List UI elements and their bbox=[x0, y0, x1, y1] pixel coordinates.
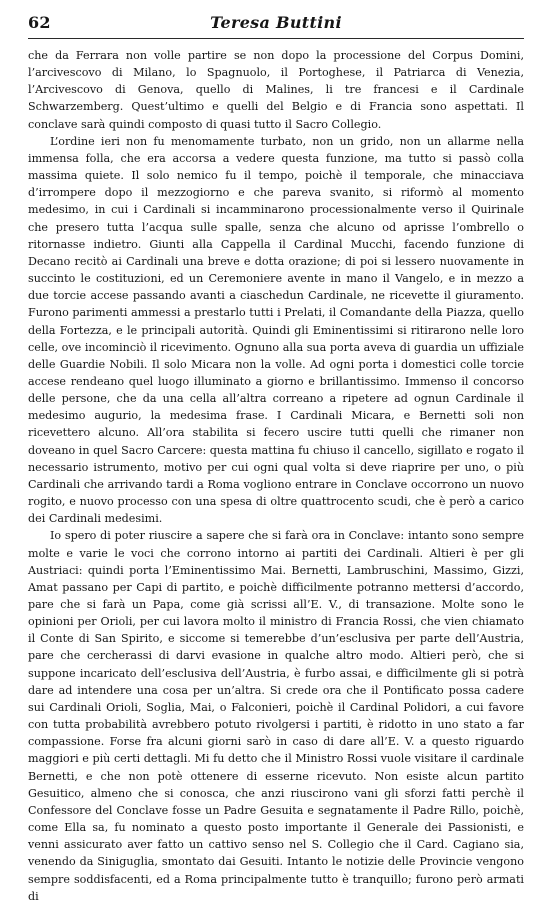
paragraph-conclave-ceremony: L’ordine ieri non fu menomamente turbato, non un grido, non un allarme nella immensa folla, che era accorsa a vedere questa funzione, ma tutto si passò colla massima quiete. Il solo nemico fu il tempo, poichè il temporale, che minacciava d’irrompere dopo il mezzogiorno e che pareva svanito, si riformò al momento medesimo, in cui i Cardinali si incamminarono processionalmente verso il Quirinale che presero tutta l’acqua sulle spalle, senza che alcuno od aprisse l’ombrello o ritornasse indietro. Giunti alla Cappella il Cardinal Mucchi, facendo funzione di Decano recitò ai Cardinali una breve e dotta orazione; di poi si lessero nuovamente in succinto le costituzioni, ed un Ceremoniere avente in mano il Vangelo, e in mezzo a due torcie accese passando avanti a ciaschedun Cardinale, ne ricevette il giuramento. Furono parimenti ammessi a prestarlo tutti i Prelati, il Comandante della Piazza, quello della Fortezza, e le principali autorità. Quindi gli Eminentissimi si ritirarono nelle loro celle, ove incominciò il ricevimento. Ognuno alla sua porta aveva di guardia un uffiziale delle Guardie Nobili. Il solo Micara non la volle. Ad ogni porta i domestici colle torcie accese rendeano quel luogo illuminato a giorno e brillantissimo. Immenso il concorso delle persone, che da una cella all’altra correano a ripetere ad ognun Cardinale il medesimo augurio, la medesima frase. I Cardinali Micara, e Bernetti soli non ricevettero alcuno. All’ora stabilita si fecero uscire tutti quelli che rimaner non doveano in quel Sacro Carcere: questa mattina fu chiuso il cancello, sigillato e rogato il necessario istrumento, motivo per cui ogni qual volta si deve riaprire per uno, o più Cardinali che arrivando tardi a Roma vogliono entrare in Conclave occorrono un nuovo rogito, e nuovo processo con una spesa di oltre quattrocento scudi, che è però a carico dei Cardinali medesimi. bbox=[28, 134, 524, 526]
page-header bbox=[28, 13, 524, 41]
page-number: 62 bbox=[28, 13, 51, 32]
main-text bbox=[28, 47, 524, 905]
header-rule bbox=[28, 38, 524, 39]
paragraph-cardinal-factions: Io spero di poter riuscire a sapere che si farà ora in Conclave: intanto sono sempre molte e varie le voci che corrono intorno ai partiti dei Cardinali. Altieri è per gli Austriaci: quindi porta l’Eminentissimo Mai. Bernetti, Lambruschini, Massimo, Gizzi, Amat passano per Capi di partito, e poichè difficilmente potranno mettersi d’accordo, pare che si farà un Papa, come già scrissi all’E. V., di transazione. Molte sono le opinioni per Orioli, per cui lavora molto il ministro di Francia Rossi, che vien chiamato il Conte di San Spirito, e siccome si temerebbe d’un’esclusiva per parte dell’Austria, pare che cercherassi di darvi evasione in qualche altro modo. Altieri però, che si suppone incaricato dell’esclusiva dell’Austria, è furbo assai, e difficilmente gli si potrà dare ad intendere una cosa per un’altra. Si crede ora che il Pontificato possa cadere sui Cardinali Orioli, Soglia, Mai, o Falconieri, poichè il Cardinal Polidori, a cui favore con tutta probabilità avrebbero potuto rivolgersi i partiti, è ridotto in uno stato a far compassione. Forse fra alcuni giorni sarò in caso di dare all’E. V. a questo riguardo maggiori e più certi dettagli. Mi fu detto che il Ministro Rossi vuole visitare il cardinale Bernetti, e che non potè ottenere di esserne ricevuto. Non esiste alcun partito Gesuitico, almeno che si conosca, che anzi riuscirono vani gli sforzi fatti perchè il Confessore del Conclave fosse un Padre Gesuita e segnatamente il Padre Rillo, poichè, come Ella sa, fu nominato a questo posto importante il Generale dei Passionisti, e venni assicurato aver fatto un cattivo senso nel S. Collegio che il Card. Cagiano sia, venendo da Siniguglia, smontato dai Gesuiti. Intanto le notizie delle Provincie vengono sempre soddisfacenti, ed a Roma principalmente tutto è tranquillo; furono però armati di bbox=[28, 529, 524, 903]
running-title: Teresa Buttini bbox=[210, 13, 342, 32]
paragraph-continuation: che da Ferrara non volle partire se non dopo la processione del Corpus Domini, l’arcivescovo di Milano, lo Spagnuolo, il Portoghese, il Patriarca di Venezia, l’Arcivescovo di Genova, quello di Malines, li tre francesi e il Cardinale Schwarzemberg. Quest’ultimo e quelli del Belgio e di Francia sono aspettati. Il conclave sarà quindi composto di quasi tutto il Sacro Collegio. bbox=[28, 49, 524, 131]
